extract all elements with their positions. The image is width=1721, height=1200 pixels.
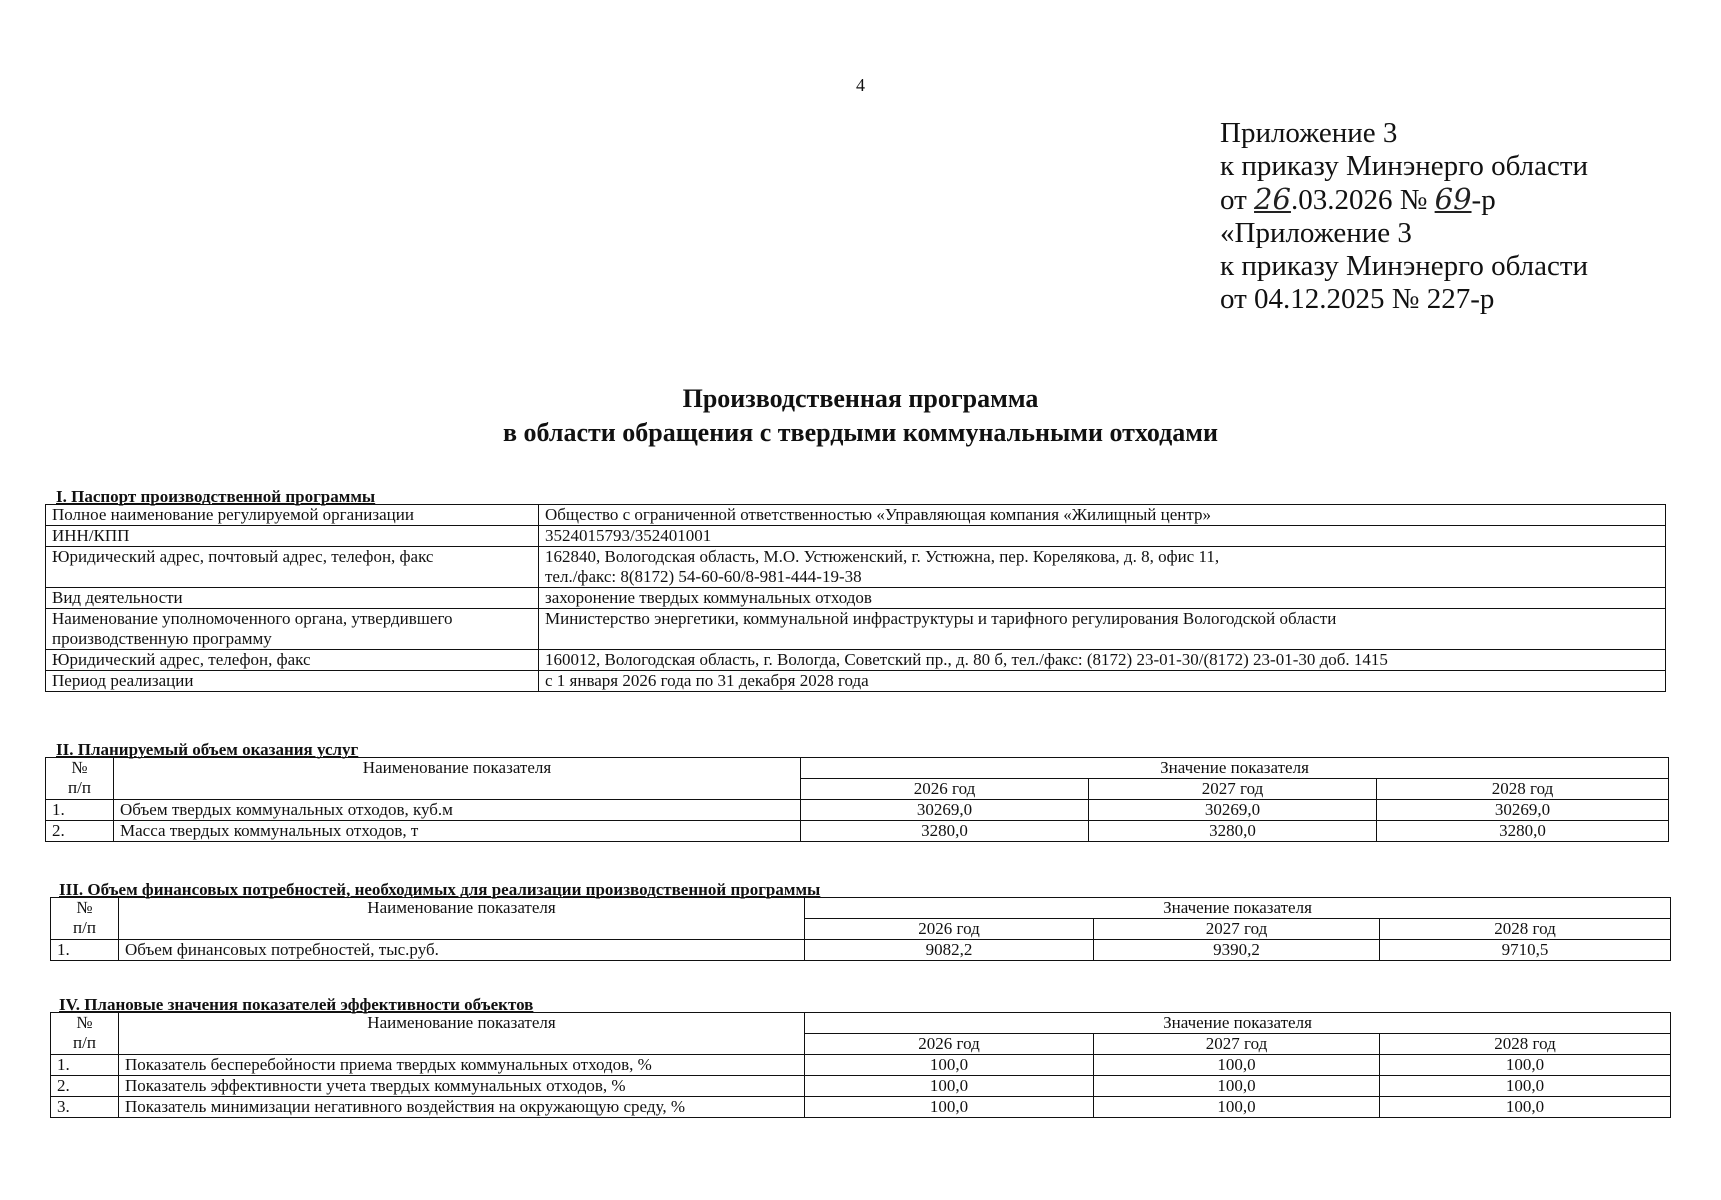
appendix-line: «Приложение 3 [1220,217,1412,249]
services-volume-table [45,757,1669,842]
passport-label: Юридический адрес, телефон, факс [46,650,539,671]
value-cell: 100,0 [805,1076,1094,1097]
value-cell: 100,0 [805,1097,1094,1118]
passport-value: Министерство энергетики, коммунальной инфраструктуры и тарифного регулирования Вологодской области [539,609,1666,650]
column-header-year: 2026 год [801,779,1089,800]
passport-label: Полное наименование регулируемой организации [46,505,539,526]
row-number: 2. [46,821,114,842]
table-header-row [46,758,1669,779]
passport-value: 160012, Вологодская область, г. Вологда, Советский пр., д. 80 б, тел./факс: (8172) 23-01-30/(8172) 23-01-30 доб. 1415 [539,650,1666,671]
value-cell: 30269,0 [801,800,1089,821]
section1-heading: I. Паспорт производственной программы [56,487,376,506]
passport-label: Период реализации [46,671,539,692]
table-row [51,940,1671,961]
passport-value: 3524015793/352401001 [539,526,1666,547]
table-row [46,800,1669,821]
section3-heading: III. Объем финансовых потребностей, необходимых для реализации производственной программы [59,880,821,899]
passport-value: захоронение твердых коммунальных отходов [539,588,1666,609]
table-row [51,1097,1671,1118]
title-line-2: в области обращения с твердыми коммунальными отходами [502,418,1218,447]
passport-label [46,609,539,650]
table-row [46,547,1666,588]
value-cell: 100,0 [1094,1097,1380,1118]
column-header-number: № п/п [51,1013,119,1055]
indicator-name: Показатель эффективности учета твердых коммунальных отходов, % [119,1076,805,1097]
passport-value [539,547,1666,588]
value-cell: 100,0 [1380,1076,1671,1097]
efficiency-indicators-table [50,1012,1671,1118]
column-header-name: Наименование показателя [119,898,805,940]
indicator-name: Объем твердых коммунальных отходов, куб.м [114,800,801,821]
value-cell: 9390,2 [1094,940,1380,961]
column-header-year: 2027 год [1089,779,1377,800]
date-rest: .03.2026 № [1290,184,1435,216]
column-header-name: Наименование показателя [119,1013,805,1055]
indicator-name: Масса твердых коммунальных отходов, т [114,821,801,842]
column-header-year: 2028 год [1380,919,1671,940]
handwritten-day: 26 [1254,182,1291,216]
document-title [0,382,1721,450]
page-number: 4 [856,75,865,95]
table-row [46,505,1666,526]
value-cell: 100,0 [1380,1097,1671,1118]
column-header-name: Наименование показателя [114,758,801,800]
table-row [46,821,1669,842]
value-cell: 30269,0 [1089,800,1377,821]
appendix-line: Приложение 3 [1220,117,1398,149]
column-header-number: № п/п [51,898,119,940]
passport-label-line: производственную программу [52,629,272,648]
passport-label-line: Наименование уполномоченного органа, утвердившего [52,609,453,628]
value-cell: 3280,0 [801,821,1089,842]
column-header-value: Значение показателя [801,758,1669,779]
table-row [46,588,1666,609]
table-row [46,609,1666,650]
passport-label: ИНН/КПП [46,526,539,547]
appendix-block [1220,117,1588,316]
column-header-value: Значение показателя [805,898,1671,919]
value-cell: 30269,0 [1377,800,1669,821]
column-header-year: 2028 год [1377,779,1669,800]
column-header-year: 2027 год [1094,1034,1380,1055]
date-prefix: от [1220,184,1255,216]
passport-value: Общество с ограниченной ответственностью «Управляющая компания «Жилищный центр» [539,505,1666,526]
value-cell: 100,0 [1380,1055,1671,1076]
title-line-1: Производственная программа [682,384,1039,413]
financial-needs-table [50,897,1671,961]
passport-table [45,504,1666,692]
column-header-year: 2026 год [805,1034,1094,1055]
value-cell: 9082,2 [805,940,1094,961]
passport-value-line: 162840, Вологодская область, М.О. Устюженский, г. Устюжна, пер. Корелякова, д. 8, офис 11, [545,547,1220,566]
row-number: 1. [51,1055,119,1076]
section2-heading: II. Планируемый объем оказания услуг [56,740,359,759]
value-cell: 100,0 [1094,1055,1380,1076]
passport-label: Юридический адрес, почтовый адрес, телефон, факс [46,547,539,588]
handwritten-order-number: 69 [1434,182,1472,216]
table-row [46,526,1666,547]
indicator-name: Показатель минимизации негативного воздействия на окружающую среду, % [119,1097,805,1118]
appendix-date-line [1220,183,1588,217]
value-cell: 3280,0 [1377,821,1669,842]
column-header-value: Значение показателя [805,1013,1671,1034]
appendix-line: к приказу Минэнерго области [1220,150,1589,182]
column-header-year: 2026 год [805,919,1094,940]
row-number: 3. [51,1097,119,1118]
column-header-year: 2027 год [1094,919,1380,940]
row-number: 2. [51,1076,119,1097]
value-cell: 100,0 [805,1055,1094,1076]
appendix-line: от 04.12.2025 № 227-р [1220,283,1495,315]
table-row [51,1076,1671,1097]
table-header-row [51,1013,1671,1034]
section4-heading: IV. Плановые значения показателей эффективности объектов [59,995,534,1014]
appendix-line: к приказу Минэнерго области [1220,250,1589,282]
passport-label: Вид деятельности [46,588,539,609]
order-suffix: -р [1471,184,1496,216]
table-row [51,1055,1671,1076]
column-header-number: № п/п [46,758,114,800]
indicator-name: Объем финансовых потребностей, тыс.руб. [119,940,805,961]
row-number: 1. [51,940,119,961]
passport-value: с 1 января 2026 года по 31 декабря 2028 года [539,671,1666,692]
value-cell: 9710,5 [1380,940,1671,961]
column-header-year: 2028 год [1380,1034,1671,1055]
table-row [46,671,1666,692]
value-cell: 3280,0 [1089,821,1377,842]
table-row [46,650,1666,671]
value-cell: 100,0 [1094,1076,1380,1097]
row-number: 1. [46,800,114,821]
passport-value-line: тел./факс: 8(8172) 54-60-60/8-981-444-19-38 [545,567,862,586]
indicator-name: Показатель бесперебойности приема твердых коммунальных отходов, % [119,1055,805,1076]
table-header-row [51,898,1671,919]
